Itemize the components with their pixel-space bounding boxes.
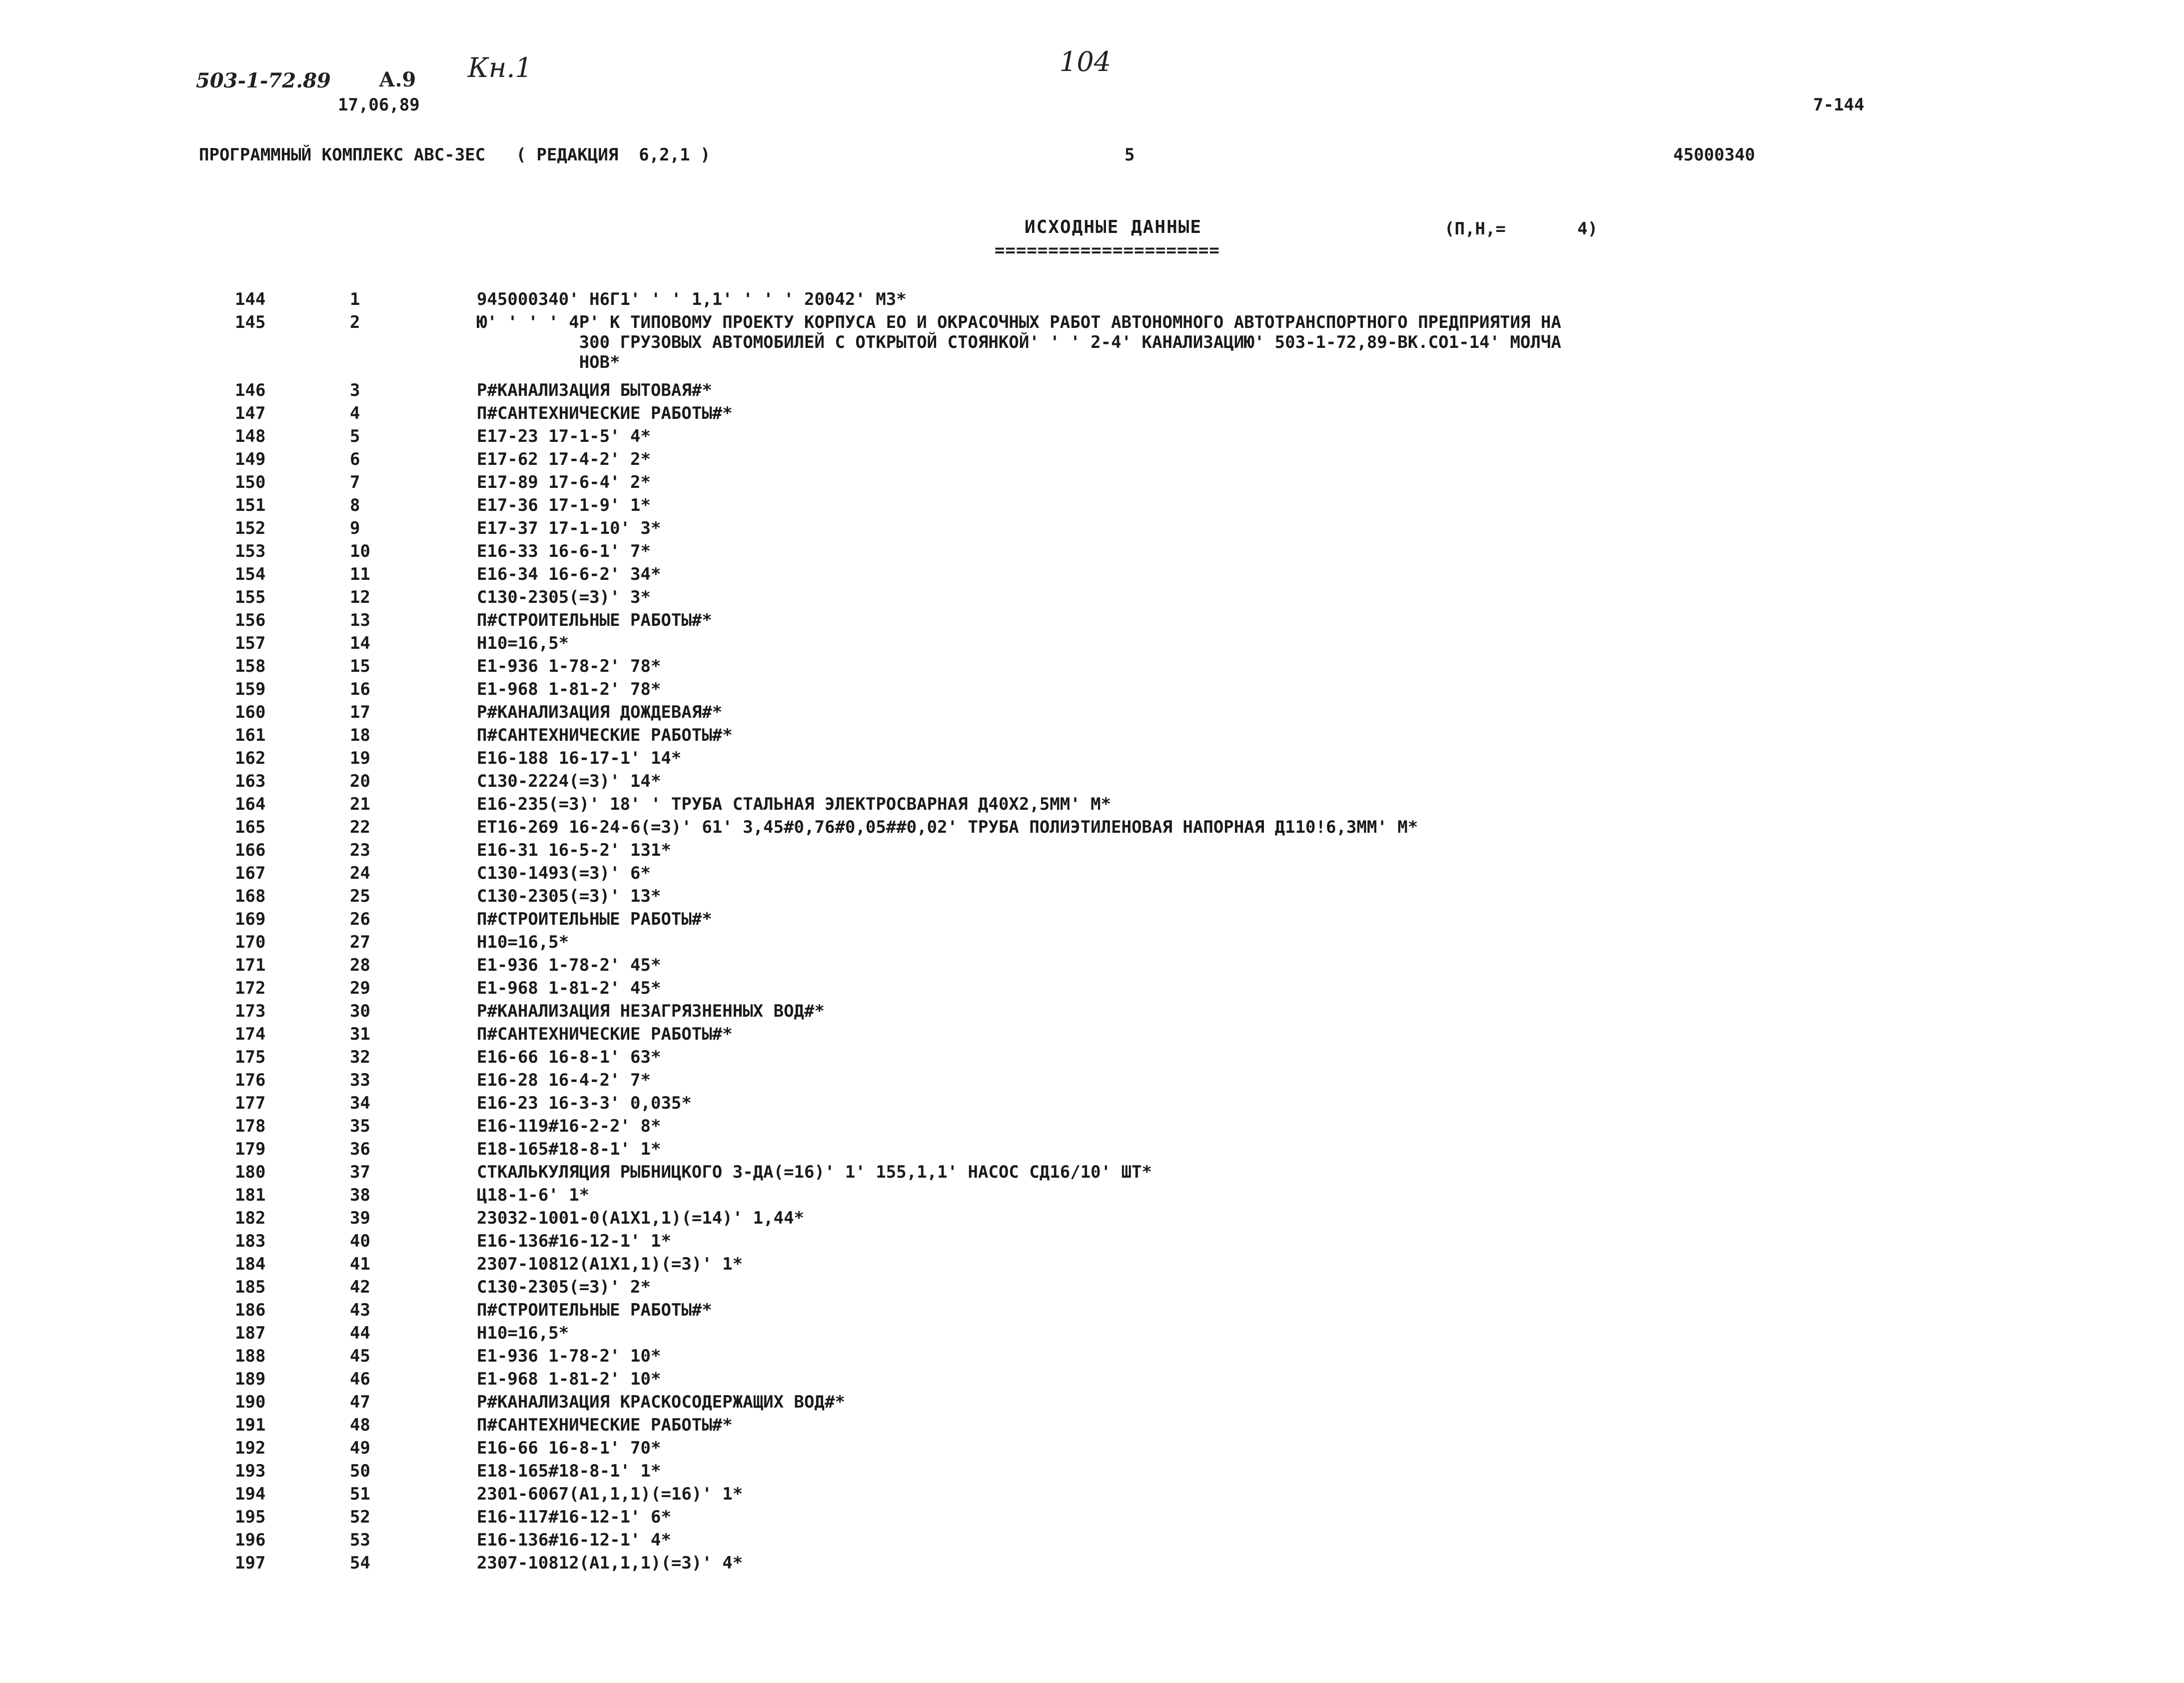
record-text: Е16-235(=3)' 18' ' ТРУБА СТАЛЬНАЯ ЭЛЕКТРОСВАРНАЯ Д40Х2,5ММ' М* <box>477 794 1111 814</box>
line-number: 152 <box>235 518 266 538</box>
record-text: Е16-136#16-12-1' 1* <box>477 1231 671 1251</box>
listing-row <box>235 1069 2084 1092</box>
record-index: 21 <box>350 794 370 814</box>
record-text: Е17-62 17-4-2' 2* <box>477 449 651 469</box>
line-number: 185 <box>235 1277 266 1297</box>
line-number: 162 <box>235 748 266 768</box>
book-label-handwritten: Кн.1 <box>468 52 532 83</box>
listing-row <box>235 885 2084 908</box>
listing-row <box>235 655 2084 678</box>
record-index: 46 <box>350 1369 370 1389</box>
line-number: 183 <box>235 1231 266 1251</box>
line-number: 158 <box>235 656 266 676</box>
record-index: 6 <box>350 449 360 469</box>
record-text: 23032-1001-0(А1Х1,1)(=14)' 1,44* <box>477 1208 805 1228</box>
record-index: 54 <box>350 1553 370 1573</box>
record-text: Е18-165#18-8-1' 1* <box>477 1461 661 1481</box>
record-index: 49 <box>350 1438 370 1458</box>
record-text: Е1-968 1-81-2' 10* <box>477 1369 661 1389</box>
listing-row <box>235 1184 2084 1207</box>
line-number: 184 <box>235 1254 266 1274</box>
listing-row <box>235 747 2084 770</box>
listing-row <box>235 793 2084 816</box>
line-number: 146 <box>235 380 266 400</box>
record-text: Р#КАНАЛИЗАЦИЯ НЕЗАГРЯЗНЕННЫХ ВОД#* <box>477 1001 825 1021</box>
record-index: 48 <box>350 1415 370 1435</box>
line-number: 157 <box>235 633 266 653</box>
record-index: 3 <box>350 380 360 400</box>
line-number: 148 <box>235 426 266 446</box>
record-index: 50 <box>350 1461 370 1481</box>
line-number: 159 <box>235 679 266 699</box>
record-index: 36 <box>350 1139 370 1159</box>
record-text: Н10=16,5* <box>477 633 569 653</box>
record-index: 53 <box>350 1530 370 1550</box>
record-text: С130-2305(=3)' 3* <box>477 587 651 607</box>
record-index: 41 <box>350 1254 370 1274</box>
record-text: С130-2305(=3)' 13* <box>477 886 661 906</box>
record-index: 4 <box>350 403 360 423</box>
record-index: 13 <box>350 610 370 630</box>
line-number: 166 <box>235 840 266 860</box>
listing-row <box>235 1529 2084 1552</box>
record-index: 5 <box>350 426 360 446</box>
line-number: 172 <box>235 978 266 998</box>
record-text: Р#КАНАЛИЗАЦИЯ КРАСКОСОДЕРЖАЩИХ ВОД#* <box>477 1392 845 1412</box>
record-index: 18 <box>350 725 370 745</box>
record-index: 44 <box>350 1323 370 1343</box>
line-number: 174 <box>235 1024 266 1044</box>
line-number: 150 <box>235 472 266 492</box>
record-text: Р#КАНАЛИЗАЦИЯ БЫТОВАЯ#* <box>477 380 712 400</box>
line-number: 188 <box>235 1346 266 1366</box>
record-text: ЕТ16-269 16-24-6(=3)' 61' 3,45#0,76#0,05##0,02' ТРУБА ПОЛИЭТИЛЕНОВАЯ НАПОРНАЯ Д110!6,3ММ' М* <box>477 817 1418 837</box>
record-text: Ю' ' ' ' 4Р' К ТИПОВОМУ ПРОЕКТУ КОРПУСА ЕО И ОКРАСОЧНЫХ РАБОТ АВТОНОМНОГО АВТОТРАНСПОРТНОГО ПРЕДПРИЯТИЯ НА 300 ГРУЗОВЫХ АВТОМОБИЛЕЙ С ОТКРЫТОЙ СТОЯНКОЙ' ' ' 2-4' КАНАЛИЗАЦИЮ' 503-1-72,89-ВК.СО1-14' МОЛЧА НОВ* <box>477 312 1561 372</box>
listing-row <box>235 1368 2084 1391</box>
record-text: Е17-23 17-1-5' 4* <box>477 426 651 446</box>
line-number: 176 <box>235 1070 266 1090</box>
record-index: 14 <box>350 633 370 653</box>
record-text: Ц18-1-6' 1* <box>477 1185 590 1205</box>
record-text: Е16-66 16-8-1' 70* <box>477 1438 661 1458</box>
record-text: П#САНТЕХНИЧЕСКИЕ РАБОТЫ#* <box>477 1024 733 1044</box>
record-text: Е1-936 1-78-2' 45* <box>477 955 661 975</box>
record-text: Е1-936 1-78-2' 78* <box>477 656 661 676</box>
listing-row <box>235 678 2084 701</box>
record-index: 25 <box>350 886 370 906</box>
listing-row <box>235 425 2084 448</box>
listing-row <box>235 1552 2084 1575</box>
record-text: П#САНТЕХНИЧЕСКИЕ РАБОТЫ#* <box>477 403 733 423</box>
line-number: 149 <box>235 449 266 469</box>
record-text: Е1-968 1-81-2' 45* <box>477 978 661 998</box>
print-date: 17,06,89 <box>338 95 420 115</box>
record-index: 15 <box>350 656 370 676</box>
line-number: 167 <box>235 863 266 883</box>
listing-row <box>235 563 2084 586</box>
line-number: 153 <box>235 541 266 561</box>
listing-row <box>235 908 2084 931</box>
record-index: 1 <box>350 289 360 309</box>
record-text: Е16-34 16-6-2' 34* <box>477 564 661 584</box>
listing-row <box>235 1437 2084 1460</box>
line-number: 196 <box>235 1530 266 1550</box>
record-index: 27 <box>350 932 370 952</box>
listing-row <box>235 494 2084 517</box>
line-number: 187 <box>235 1323 266 1343</box>
line-number: 173 <box>235 1001 266 1021</box>
page-number: 5 <box>1124 145 1135 165</box>
record-index: 24 <box>350 863 370 883</box>
record-index: 11 <box>350 564 370 584</box>
record-text: П#САНТЕХНИЧЕСКИЕ РАБОТЫ#* <box>477 725 733 745</box>
line-number: 165 <box>235 817 266 837</box>
line-number: 169 <box>235 909 266 929</box>
record-index: 23 <box>350 840 370 860</box>
source-listing <box>235 288 2084 1575</box>
program-title: ПРОГРАММНЫЙ КОМПЛЕКС АВС-3ЕС ( РЕДАКЦИЯ 6,2,1 ) <box>199 145 711 165</box>
listing-row <box>235 954 2084 977</box>
record-index: 30 <box>350 1001 370 1021</box>
section-params: (П,Н,= 4) <box>1444 219 1598 239</box>
listing-row <box>235 1000 2084 1023</box>
line-number: 193 <box>235 1461 266 1481</box>
line-number: 170 <box>235 932 266 952</box>
record-index: 16 <box>350 679 370 699</box>
record-index: 43 <box>350 1300 370 1320</box>
line-number: 195 <box>235 1507 266 1527</box>
listing-row <box>235 1253 2084 1276</box>
line-number: 154 <box>235 564 266 584</box>
line-number: 178 <box>235 1116 266 1136</box>
record-index: 45 <box>350 1346 370 1366</box>
listing-row <box>235 1483 2084 1506</box>
record-text: Е18-165#18-8-1' 1* <box>477 1139 661 1159</box>
job-number: 45000340 <box>1673 145 1755 165</box>
listing-row <box>235 1345 2084 1368</box>
record-index: 38 <box>350 1185 370 1205</box>
line-number: 197 <box>235 1553 266 1573</box>
line-number: 180 <box>235 1162 266 1182</box>
listing-row <box>235 1230 2084 1253</box>
record-index: 28 <box>350 955 370 975</box>
listing-row <box>235 931 2084 954</box>
record-index: 34 <box>350 1093 370 1113</box>
listing-row <box>235 1138 2084 1161</box>
listing-row <box>235 540 2084 563</box>
listing-row <box>235 609 2084 632</box>
line-number: 168 <box>235 886 266 906</box>
line-number: 175 <box>235 1047 266 1067</box>
line-number: 189 <box>235 1369 266 1389</box>
record-index: 10 <box>350 541 370 561</box>
record-index: 9 <box>350 518 360 538</box>
line-number: 151 <box>235 495 266 515</box>
record-text: Р#КАНАЛИЗАЦИЯ ДОЖДЕВАЯ#* <box>477 702 723 722</box>
record-text: Е16-117#16-12-1' 6* <box>477 1507 671 1527</box>
line-number: 181 <box>235 1185 266 1205</box>
record-text: Е17-89 17-6-4' 2* <box>477 472 651 492</box>
line-number: 190 <box>235 1392 266 1412</box>
record-text: С130-2224(=3)' 14* <box>477 771 661 791</box>
record-text: Е17-37 17-1-10' 3* <box>477 518 661 538</box>
record-text: Е16-23 16-3-3' 0,035* <box>477 1093 692 1113</box>
record-text: С130-1493(=3)' 6* <box>477 863 651 883</box>
record-text: Е1-936 1-78-2' 10* <box>477 1346 661 1366</box>
record-index: 17 <box>350 702 370 722</box>
listing-row <box>235 1322 2084 1345</box>
listing-row <box>235 311 2084 379</box>
listing-row <box>235 288 2084 311</box>
line-number: 145 <box>235 312 266 332</box>
listing-row <box>235 862 2084 885</box>
record-index: 19 <box>350 748 370 768</box>
listing-row <box>235 471 2084 494</box>
record-text: Е16-31 16-5-2' 131* <box>477 840 671 860</box>
record-text: 2307-10812(А1,1,1)(=3)' 4* <box>477 1553 743 1573</box>
section-title-underline: ===================== <box>995 240 1220 260</box>
record-index: 33 <box>350 1070 370 1090</box>
line-number: 164 <box>235 794 266 814</box>
listing-row <box>235 724 2084 747</box>
listing-row <box>235 701 2084 724</box>
record-text: 945000340' Н6Г1' ' ' 1,1' ' ' ' 20042' М3* <box>477 289 907 309</box>
listing-row <box>235 1046 2084 1069</box>
listing-row <box>235 839 2084 862</box>
record-text: СТКАЛЬКУЛЯЦИЯ РЫБНИЦКОГО 3-ДА(=16)' 1' 155,1,1' НАСОС СД16/10' ШТ* <box>477 1162 1152 1182</box>
record-index: 42 <box>350 1277 370 1297</box>
listing-row <box>235 402 2084 425</box>
line-number: 155 <box>235 587 266 607</box>
record-text: Е16-33 16-6-1' 7* <box>477 541 651 561</box>
listing-row <box>235 379 2084 402</box>
listing-row <box>235 1299 2084 1322</box>
listing-row <box>235 517 2084 540</box>
record-text: 2301-6067(А1,1,1)(=16)' 1* <box>477 1484 743 1504</box>
record-index: 47 <box>350 1392 370 1412</box>
record-text: Е1-968 1-81-2' 78* <box>477 679 661 699</box>
record-text: Е16-119#16-2-2' 8* <box>477 1116 661 1136</box>
listing-row <box>235 1506 2084 1529</box>
record-index: 32 <box>350 1047 370 1067</box>
record-index: 22 <box>350 817 370 837</box>
line-number: 160 <box>235 702 266 722</box>
line-number: 191 <box>235 1415 266 1435</box>
sheet-label: А.9 <box>379 68 416 91</box>
record-index: 26 <box>350 909 370 929</box>
record-text: Н10=16,5* <box>477 1323 569 1343</box>
listing-row <box>235 1023 2084 1046</box>
listing-row <box>235 816 2084 839</box>
record-index: 39 <box>350 1208 370 1228</box>
record-text: 2307-10812(А1Х1,1)(=3)' 1* <box>477 1254 743 1274</box>
record-text: Е17-36 17-1-9' 1* <box>477 495 651 515</box>
section-title: ИСХОДНЫЕ ДАННЫЕ <box>1025 217 1202 237</box>
record-text: Н10=16,5* <box>477 932 569 952</box>
record-text: Е16-66 16-8-1' 63* <box>477 1047 661 1067</box>
section-title-block <box>995 217 1304 260</box>
line-number: 163 <box>235 771 266 791</box>
record-index: 37 <box>350 1162 370 1182</box>
record-index: 2 <box>350 312 360 332</box>
listing-row <box>235 770 2084 793</box>
listing-row <box>235 1092 2084 1115</box>
listing-row <box>235 1161 2084 1184</box>
record-index: 20 <box>350 771 370 791</box>
record-text: П#СТРОИТЕЛЬНЫЕ РАБОТЫ#* <box>477 909 712 929</box>
record-index: 40 <box>350 1231 370 1251</box>
doc-code-handwritten: 503-1-72.89 <box>196 69 331 92</box>
record-index: 51 <box>350 1484 370 1504</box>
line-number: 144 <box>235 289 266 309</box>
listing-row <box>235 1207 2084 1230</box>
listing-row <box>235 1414 2084 1437</box>
record-text: П#СТРОИТЕЛЬНЫЕ РАБОТЫ#* <box>477 1300 712 1320</box>
listing-row <box>235 586 2084 609</box>
listing-row <box>235 1276 2084 1299</box>
line-number: 194 <box>235 1484 266 1504</box>
listing-row <box>235 1115 2084 1138</box>
listing-row <box>235 977 2084 1000</box>
line-number: 156 <box>235 610 266 630</box>
record-text: Е16-136#16-12-1' 4* <box>477 1530 671 1550</box>
record-text: Е16-28 16-4-2' 7* <box>477 1070 651 1090</box>
line-number: 179 <box>235 1139 266 1159</box>
record-index: 29 <box>350 978 370 998</box>
record-index: 52 <box>350 1507 370 1527</box>
listing-row <box>235 1391 2084 1414</box>
record-text: С130-2305(=3)' 2* <box>477 1277 651 1297</box>
line-number: 186 <box>235 1300 266 1320</box>
page-number-handwritten: 104 <box>1060 46 1111 77</box>
record-index: 8 <box>350 495 360 515</box>
listing-row <box>235 632 2084 655</box>
line-number: 177 <box>235 1093 266 1113</box>
line-number: 147 <box>235 403 266 423</box>
line-number: 192 <box>235 1438 266 1458</box>
line-number: 182 <box>235 1208 266 1228</box>
record-text: Е16-188 16-17-1' 14* <box>477 748 682 768</box>
record-text: П#САНТЕХНИЧЕСКИЕ РАБОТЫ#* <box>477 1415 733 1435</box>
sheet-code: 7-144 <box>1813 95 1865 115</box>
listing-row <box>235 448 2084 471</box>
record-index: 31 <box>350 1024 370 1044</box>
record-index: 12 <box>350 587 370 607</box>
record-index: 7 <box>350 472 360 492</box>
record-index: 35 <box>350 1116 370 1136</box>
line-number: 171 <box>235 955 266 975</box>
line-number: 161 <box>235 725 266 745</box>
listing-row <box>235 1460 2084 1483</box>
record-text: П#СТРОИТЕЛЬНЫЕ РАБОТЫ#* <box>477 610 712 630</box>
